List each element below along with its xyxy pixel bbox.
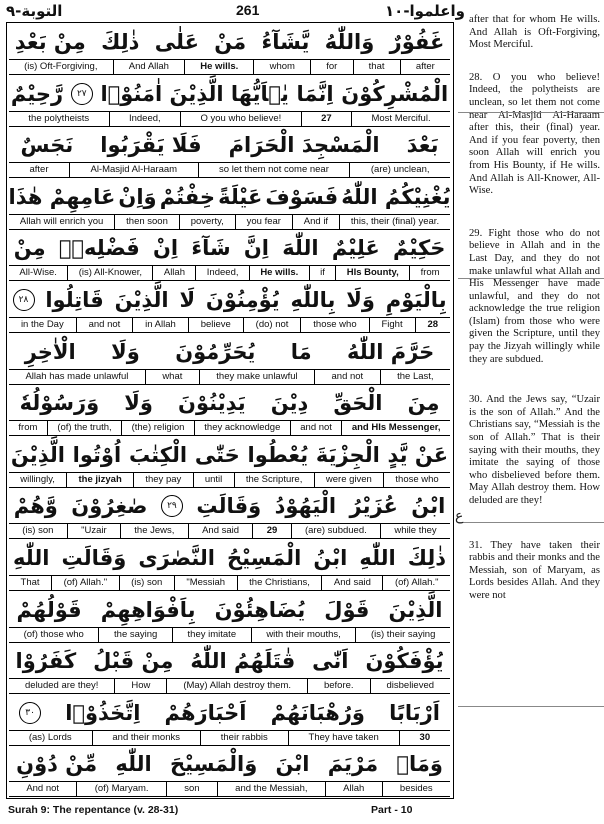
arabic-word: يَدِيْنُوْنَ [178, 391, 246, 416]
gloss-cell: the jizyah [66, 473, 133, 487]
gloss-cell: they pay [133, 473, 192, 487]
gloss-cell: those who [300, 318, 368, 332]
arabic-word: بِاللّٰهِ [290, 288, 336, 312]
gloss-cell: if [309, 266, 336, 280]
divider [458, 522, 604, 523]
gloss-cell: son [166, 782, 217, 796]
gloss-cell: Indeed, [195, 266, 249, 280]
gloss-cell: (as) Lords [28, 731, 72, 743]
arabic-word: وَاللّٰهُ [324, 30, 375, 54]
arabic-word: ابْنَ [275, 752, 310, 777]
gloss-cell: Fight [369, 318, 415, 332]
arabic-word: يُغْنِيْكُمُ اللّٰهُ [341, 184, 451, 209]
verse-row [7, 178, 452, 230]
gloss-cell: before. [307, 679, 370, 693]
arabic-word: الْجِزْيَةَ [315, 442, 380, 467]
arabic-line [7, 541, 452, 575]
ayah-number: ٢٨ [13, 289, 35, 311]
arabic-line [7, 386, 452, 420]
gloss-cell: Most Merciful. [351, 112, 450, 126]
arabic-word: الْمُشْرِكُوْنَ [341, 81, 449, 106]
gloss-cell: "Messiah [174, 576, 237, 590]
gloss-cell: And said [188, 524, 253, 538]
arabic-word: يُعْطُوا [247, 442, 309, 467]
gloss-cell: (the) religion [121, 421, 194, 435]
arabic-word: وَاِنْ [118, 184, 157, 209]
arabic-word: اِتَّخَذُوْۤا [65, 700, 141, 725]
gloss-cell: Allah has made unlawful [25, 370, 129, 382]
arabic-word: يٰۤاَيُّهَا الَّذِيْنَ اٰمَنُوْۤا [100, 81, 289, 106]
ayah-number: ٣٠ [19, 702, 41, 724]
arabic-word: عَلٰى [154, 30, 199, 54]
arabic-line [7, 489, 452, 523]
gloss-cell: those who [383, 473, 450, 487]
gloss-cell: that [353, 60, 400, 74]
arabic-line [7, 128, 452, 162]
gloss-cell: (are) unclean, [349, 163, 450, 177]
english-gloss-line [9, 730, 450, 746]
arabic-word: ابْنُ [313, 546, 348, 570]
arabic-word: الْمَسْجِدَ الْحَرَامَ [228, 133, 380, 158]
english-gloss-line [9, 369, 450, 385]
gloss-cell: they acknowledge [194, 421, 290, 435]
divider [458, 706, 604, 707]
ayah-number: ٢٩ [161, 495, 183, 517]
footer-part: Part - 10 [371, 804, 413, 816]
gloss-cell: the Last, [380, 370, 450, 384]
verse-row [7, 126, 452, 178]
arabic-word: اِنَّ [243, 236, 269, 261]
gloss-cell: That [20, 577, 40, 588]
gloss-cell: And said [321, 576, 382, 590]
gloss-cell: 27 [301, 112, 351, 126]
gloss-cell: were given [314, 473, 384, 487]
gloss-cell: besides [382, 782, 450, 796]
gloss-cell: until [193, 473, 234, 487]
arabic-word: ابْنُ [411, 494, 446, 519]
arabic-word: يُؤْفَكُوْنَ [365, 649, 444, 674]
gloss-cell: "Uzair [67, 524, 120, 538]
gloss-cell: (is) their saying [355, 628, 450, 642]
arabic-word: حَتّٰى [194, 442, 240, 467]
commentary-verse-30: 30. And the Jews say, “Uzair is the son of Allah.” And the Christians say, “Messiah is the son of Allah.” That is their saying with their mouths, they imitate the saying of those who disbelieved before them. May Allah destroy them. How deluded are they! [469, 394, 600, 506]
gloss-cell: (May) Allah destroy them. [166, 679, 307, 693]
gloss-cell: deluded are they! [25, 680, 99, 692]
verse-row [7, 591, 452, 643]
gloss-cell: believe [188, 318, 243, 332]
verse-row [7, 229, 452, 281]
arabic-word: وَقَالَتِ [61, 546, 127, 570]
arabic-word: دِيْنَ [270, 391, 309, 416]
gloss-cell: (of) the truth, [47, 421, 121, 435]
arabic-line [7, 438, 452, 472]
gloss-cell: after [29, 164, 49, 176]
commentary-verse-28: 28. O you who believe! Indeed, the polytheists are unclean, so let them not come near Al-Masjid Al-Haraam after this, their (final) year. And if you fear poverty, then soon Allah will enrich you from His Bounty, if He wills. And Allah is All-Knower, All-Wise. [469, 71, 600, 197]
english-gloss-line [9, 265, 450, 281]
gloss-cell: How [114, 679, 166, 693]
ayah-number: ٢٧ [71, 83, 93, 105]
arabic-word: الْمَسِيْحُ [227, 546, 302, 570]
commentary-paragraph: after that for whom He wills. And Allah is Oft-Forgiving, Most Merciful. [469, 14, 600, 51]
arabic-word: فَلَا يَقْرَبُوا [100, 133, 202, 158]
gloss-cell: Allah will enrich you [19, 215, 104, 227]
gloss-cell: (is) son [119, 576, 174, 590]
arabic-word: مَنْ [214, 30, 247, 54]
gloss-cell: (of) those who [23, 628, 84, 640]
arabic-word: مَا [290, 339, 312, 364]
arabic-word: اللّٰهِ [115, 752, 152, 777]
arabic-word: الْاٰخِرِ [24, 339, 76, 364]
arabic-word: اللّٰهَ [282, 236, 319, 261]
english-gloss-line [9, 781, 450, 797]
arabic-word: وَلَا [346, 288, 375, 312]
arabic-word: حَرَّمَ اللّٰهُ [347, 339, 435, 364]
arabic-word: الَّذِيْنَ [388, 597, 443, 622]
english-gloss-line [9, 575, 450, 591]
gloss-cell: while they [380, 524, 450, 538]
arabic-word: مِنْ قَبْلُ [93, 649, 174, 674]
arabic-word: حَكِيْمٌ [393, 236, 446, 261]
gloss-cell: (are) subdued. [291, 524, 380, 538]
commentary-verse-29: 29. Fight those who do not believe in Allah and in the Last Day, and they do not make unlawful what Allah and His Messenger have made unlawful, and they do not acknowledge the true religion (Islam) from those who were given the Scripture, until they pay the Jizyah willingly while they are subdued. [469, 227, 600, 365]
gloss-cell: and the Messiah, [217, 782, 325, 796]
gloss-cell: and HIs Messenger, [341, 421, 450, 435]
arabic-word: مَرْيَمَ [327, 752, 379, 777]
arabic-word: اِنْ [153, 236, 179, 261]
verse-row [7, 281, 452, 333]
verse-row [7, 75, 452, 127]
gloss-cell: And Allah [113, 60, 184, 74]
arabic-line [7, 335, 452, 369]
english-gloss-line [9, 678, 450, 694]
english-gloss-line [9, 472, 450, 488]
english-gloss-line [9, 214, 450, 230]
verse-row [7, 745, 452, 797]
verse-row [7, 694, 452, 746]
gloss-cell: 30 [399, 731, 450, 745]
arabic-line [7, 25, 452, 59]
arabic-word: عَيْلَةً [218, 184, 263, 209]
verse-row [7, 436, 452, 488]
gloss-cell: then soon [114, 215, 179, 229]
arabic-word: وَقَالَتِ [196, 494, 262, 519]
gloss-cell: He wills. [184, 60, 253, 74]
arabic-word: كَفَرُوْا [15, 649, 77, 674]
gloss-cell: you fear [235, 215, 292, 229]
arabic-word: يَّشَآءُ [261, 30, 310, 54]
arabic-word: ذٰلِكَ [101, 30, 140, 54]
gloss-cell: 29 [252, 524, 290, 538]
arabic-line [7, 747, 452, 781]
arabic-word: اللّٰهِ [13, 546, 50, 570]
gloss-cell: They have taken [288, 731, 399, 745]
gloss-cell: they imitate [172, 628, 251, 642]
arabic-word: وَمَاۤ [396, 752, 443, 777]
gloss-cell: (do) not [243, 318, 301, 332]
gloss-cell: they make unlawful [199, 370, 314, 384]
arabic-word: الَّذِيْنَ [114, 288, 169, 312]
ruku-marker-icon: ع [455, 508, 464, 524]
gloss-cell: from [409, 266, 450, 280]
gloss-cell: disbelieved [370, 679, 450, 693]
verse-row [7, 642, 452, 694]
gloss-cell: and their monks [92, 731, 200, 745]
arabic-word: شَآءَ [191, 236, 231, 261]
english-gloss-line [9, 59, 450, 75]
verse-row [7, 333, 452, 385]
arabic-word: وَرُهْبَانَهُمْ [270, 700, 365, 725]
arabic-word: وَّهُمْ [13, 494, 58, 519]
gloss-cell: Allah [325, 782, 382, 796]
gloss-cell: and not [76, 318, 133, 332]
arabic-word: عَنْ يَّدٍ [387, 442, 449, 467]
arabic-word: عَلِيْمٌ [331, 236, 380, 261]
arabic-word: بَعْدَ [406, 133, 439, 158]
gloss-cell: HIs Bounty, [335, 266, 409, 280]
arabic-word: يُؤْمِنُوْنَ [205, 288, 280, 312]
arabic-word: مِنْ بَعْدِ [14, 30, 86, 54]
arabic-word: اُوْتُوا [72, 442, 122, 467]
interlinear-translation-panel [6, 22, 454, 799]
gloss-cell: in Allah [132, 318, 188, 332]
gloss-cell: the saying [98, 628, 172, 642]
english-gloss-line [9, 420, 450, 436]
gloss-cell: Indeed, [109, 112, 181, 126]
verse-row [7, 384, 452, 436]
gloss-cell: 28 [415, 318, 450, 332]
verse-row [7, 539, 452, 591]
gloss-cell: willingly, [20, 473, 55, 485]
gloss-cell: from [18, 422, 38, 434]
arabic-word: وَلَا [124, 391, 153, 416]
english-gloss-line [9, 111, 450, 127]
gloss-cell: And if [292, 215, 339, 229]
arabic-word: الْكِتٰبَ [128, 442, 188, 467]
surah-name-arabic: التوبة-٩ [6, 2, 63, 20]
arabic-word: الْحَقِّ [333, 391, 383, 416]
arabic-word: قَاتِلُوا [45, 288, 104, 312]
gloss-cell: and not [290, 421, 342, 435]
verse-row [7, 23, 452, 75]
arabic-word: وَالْمَسِيْحَ [169, 752, 258, 777]
divider [458, 278, 604, 279]
arabic-word: اَرْبَابًا [389, 700, 440, 725]
arabic-word: قَوْلَ [324, 597, 370, 622]
arabic-word: لَا [179, 288, 196, 312]
arabic-word: مِنَ [407, 391, 440, 416]
arabic-word: نَجَسٌ [20, 133, 74, 158]
arabic-word: ذٰلِكَ [407, 546, 446, 570]
arabic-word: مِّنْ دُوْنِ [16, 752, 98, 777]
arabic-word: فَضْلِهٖۤ [58, 236, 140, 261]
arabic-line [7, 696, 452, 730]
gloss-cell: (is) son [22, 525, 54, 537]
page-number: 261 [236, 2, 260, 18]
gloss-cell: He wills. [249, 266, 309, 280]
gloss-cell: and not [314, 370, 380, 384]
arabic-word: صٰغِرُوْنَ [71, 494, 148, 519]
arabic-word: النَّصٰرَى [138, 546, 215, 570]
gloss-cell: the Jews, [120, 524, 188, 538]
arabic-word: وَلَا [111, 339, 140, 364]
arabic-word: قَوْلُهُمْ [16, 597, 82, 622]
gloss-cell: (of) Allah." [382, 576, 450, 590]
arabic-line [7, 77, 452, 111]
arabic-word: فَسَوْفَ [265, 184, 339, 209]
gloss-cell: And not [26, 783, 60, 795]
arabic-word: يُحَرِّمُوْنَ [175, 339, 256, 364]
english-gloss-line [9, 162, 450, 178]
gloss-cell: the polytheists [28, 112, 90, 124]
arabic-word: اِنَّمَا [296, 81, 334, 106]
arabic-word: رَّحِيْمٌ [10, 81, 64, 106]
gloss-cell: poverty, [179, 215, 235, 229]
arabic-word: الْيَهُوْدُ [274, 494, 337, 519]
divider [458, 112, 604, 113]
gloss-cell: (is) Oft-Forgiving, [24, 61, 98, 72]
gloss-cell: the Christians, [237, 576, 322, 590]
verse-row [7, 487, 452, 539]
commentary-column [469, 14, 600, 615]
gloss-cell: this, their (final) year. [339, 215, 450, 229]
arabic-word: عُزَيْرُ [349, 494, 398, 519]
english-gloss-line [9, 627, 450, 643]
gloss-cell: (of) Maryam. [76, 782, 165, 796]
arabic-word: اَنّٰى [312, 649, 349, 674]
english-gloss-line [9, 317, 450, 333]
part-name-arabic: واعلموا-١٠ [385, 2, 465, 20]
gloss-cell: in the Day [20, 319, 64, 330]
gloss-cell: O you who believe! [180, 112, 301, 126]
gloss-cell: whom [253, 60, 310, 74]
arabic-word: اللّٰهِ [359, 546, 396, 570]
gloss-cell: Allah [152, 266, 195, 280]
gloss-cell: the Scripture, [234, 473, 314, 487]
footer-surah: Surah 9: The repentance (v. 28-31) [8, 804, 179, 816]
arabic-word: مِنْ [13, 236, 46, 261]
arabic-word: قٰتَلَهُمُ اللّٰهُ [190, 649, 296, 674]
gloss-cell: All-Wise. [19, 267, 57, 279]
arabic-word: وَرَسُوْلُهٗ [19, 391, 100, 416]
arabic-line [7, 231, 452, 265]
gloss-cell: (is) All-Knower, [67, 266, 152, 280]
arabic-word: خِفْتُمْ [159, 184, 215, 209]
arabic-line [7, 644, 452, 678]
arabic-word: بِاَفْوَاهِهِمْ [100, 597, 196, 622]
gloss-cell: Al-Masjid Al-Haraam [69, 163, 198, 177]
gloss-cell: their rabbis [200, 731, 288, 745]
arabic-word: الَّذِيْنَ [10, 442, 65, 467]
gloss-cell: so let them not come near [198, 163, 350, 177]
arabic-word: اَحْبَارَهُمْ [164, 700, 247, 725]
arabic-line [7, 180, 452, 214]
commentary-verse-31: 31. They have taken their rabbis and their monks and the Messiah, son of Maryam, as Lords besides Allah. And they were not [469, 539, 600, 601]
arabic-word: غَفُوْرٌ [389, 30, 445, 54]
gloss-cell: for [310, 60, 352, 74]
arabic-line [7, 593, 452, 627]
gloss-cell: with their mouths, [251, 628, 356, 642]
gloss-cell: what [145, 370, 199, 384]
english-gloss-line [9, 523, 450, 539]
gloss-cell: (of) Allah." [51, 576, 119, 590]
gloss-cell: after [400, 60, 450, 74]
arabic-word: يُضَاهِئُوْنَ [214, 597, 306, 622]
arabic-word: عَامِهِمْ هٰذَا [8, 184, 116, 209]
arabic-line [7, 283, 452, 317]
arabic-word: بِالْيَوْمِ [385, 288, 447, 312]
